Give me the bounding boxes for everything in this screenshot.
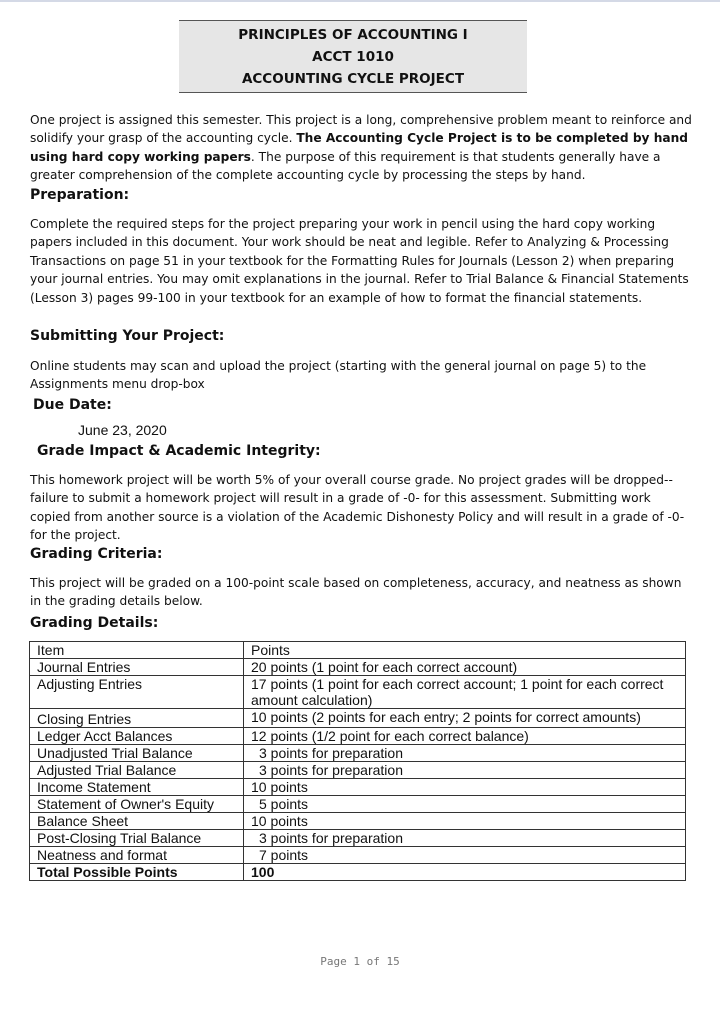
preparation-heading: Preparation:: [30, 187, 130, 203]
details-heading: Grading Details:: [30, 615, 159, 631]
table-row: [30, 676, 686, 709]
row-points: 3 points for preparation: [259, 745, 403, 761]
course-code: ACCT 1010: [312, 49, 394, 65]
row-item: Journal Entries: [30, 659, 244, 676]
row-item: Unadjusted Trial Balance: [30, 745, 244, 762]
table-total-row: [30, 864, 686, 881]
top-edge-line: [0, 0, 720, 2]
row-item: Closing Entries: [30, 709, 244, 728]
intro-bold-text: The Accounting Cycle Project is to be completed by hand using hard copy working papers: [30, 131, 689, 164]
total-item: Total Possible Points: [30, 864, 244, 881]
page-total: 15: [386, 955, 400, 968]
row-points: 12 points (1/2 point for each correct balance): [244, 728, 686, 745]
row-item: Adjusting Entries: [30, 676, 244, 709]
criteria-heading: Grading Criteria:: [30, 546, 163, 562]
project-title: ACCOUNTING CYCLE PROJECT: [241, 71, 465, 87]
criteria-paragraph: This project will be graded on a 100-point scale based on completeness, accuracy, and neatness as shown in the grading details below.: [30, 576, 682, 609]
table-row: [30, 709, 686, 728]
row-points: 10 points (2 points for each entry; 2 points for correct amounts): [244, 709, 686, 728]
table-row: [30, 728, 686, 745]
row-points: 5 points: [259, 796, 309, 812]
row-points-cell: [244, 762, 686, 779]
table-row: [30, 659, 686, 676]
course-name: PRINCIPLES OF ACCOUNTING I: [238, 27, 468, 43]
row-item: Ledger Acct Balances: [30, 728, 244, 745]
table-row: [30, 779, 686, 796]
row-points: 3 points for preparation: [259, 762, 403, 778]
row-points: 17 points (1 point for each correct account; 1 point for each correct amount calculation): [244, 676, 686, 709]
row-points: 10 points: [244, 813, 686, 830]
row-item: Income Statement: [30, 779, 244, 796]
row-item: Post-Closing Trial Balance: [30, 830, 244, 847]
table-row: [30, 830, 686, 847]
page-current: 1: [353, 955, 360, 968]
row-points-cell: [244, 847, 686, 864]
submitting-paragraph: Online students may scan and upload the project (starting with the general journal on page 5) to the Assignments menu drop-box: [30, 359, 647, 392]
row-item: Adjusted Trial Balance: [30, 762, 244, 779]
row-points: 10 points: [244, 779, 686, 796]
due-date-heading: Due Date:: [33, 397, 112, 413]
row-item: Neatness and format: [30, 847, 244, 864]
grading-table: [29, 641, 686, 881]
row-points-cell: [244, 796, 686, 813]
table-row: [30, 813, 686, 830]
row-points-cell: [244, 830, 686, 847]
table-row: [30, 762, 686, 779]
integrity-heading: Grade Impact & Academic Integrity:: [37, 443, 321, 459]
header-points: Points: [244, 642, 686, 659]
intro-text-2: . The purpose of this requirement is that students generally have a greater comprehension of the complete accounting cycle by processing the steps by hand.: [30, 149, 661, 183]
preparation-paragraph: Complete the required steps for the project preparing your work in pencil using the hard copy working papers included in this document. Your work should be neat and legible. Refer to Analyzing & Processing Transactions on page 51 in your textbook for the Formatting Rules for Journals (Lesson 2) when preparing your journal entries. You may omit explanations in the journal. Refer to Trial Balance & Financial Statements (Lesson 3) pages 99-100 in your textbook for an example of how to format the financial statements.: [30, 217, 689, 305]
submitting-heading: Submitting Your Project:: [30, 328, 225, 344]
total-points: 100: [244, 864, 686, 881]
intro-paragraph: [30, 111, 692, 185]
due-date-value: June 23, 2020: [78, 422, 167, 438]
page-of: of: [366, 955, 380, 968]
row-points: 20 points (1 point for each correct account): [244, 659, 686, 676]
row-item: Balance Sheet: [30, 813, 244, 830]
row-points: 7 points: [259, 847, 309, 863]
page-label: Page: [320, 955, 347, 968]
row-points-cell: [244, 745, 686, 762]
table-header-row: [30, 642, 686, 659]
table-row: [30, 847, 686, 864]
integrity-paragraph: This homework project will be worth 5% of your overall course grade. No project grades will be dropped--failure to submit a homework project will result in a grade of -0- for this assessment. Submitting work copied from another source is a violation of the Academic Dishonesty Policy and will result in a grade of -0- for the project.: [30, 473, 685, 543]
header-item: Item: [30, 642, 244, 659]
table-row: [30, 745, 686, 762]
row-points: 3 points for preparation: [259, 830, 403, 846]
page-footer: [0, 955, 720, 968]
row-item: Statement of Owner's Equity: [30, 796, 244, 813]
title-box: [179, 20, 527, 93]
intro-text-1: One project is assigned this semester. This project is a long, comprehensive problem meant to reinforce and solidify your grasp of the accounting cycle.: [30, 113, 692, 146]
table-row: [30, 796, 686, 813]
